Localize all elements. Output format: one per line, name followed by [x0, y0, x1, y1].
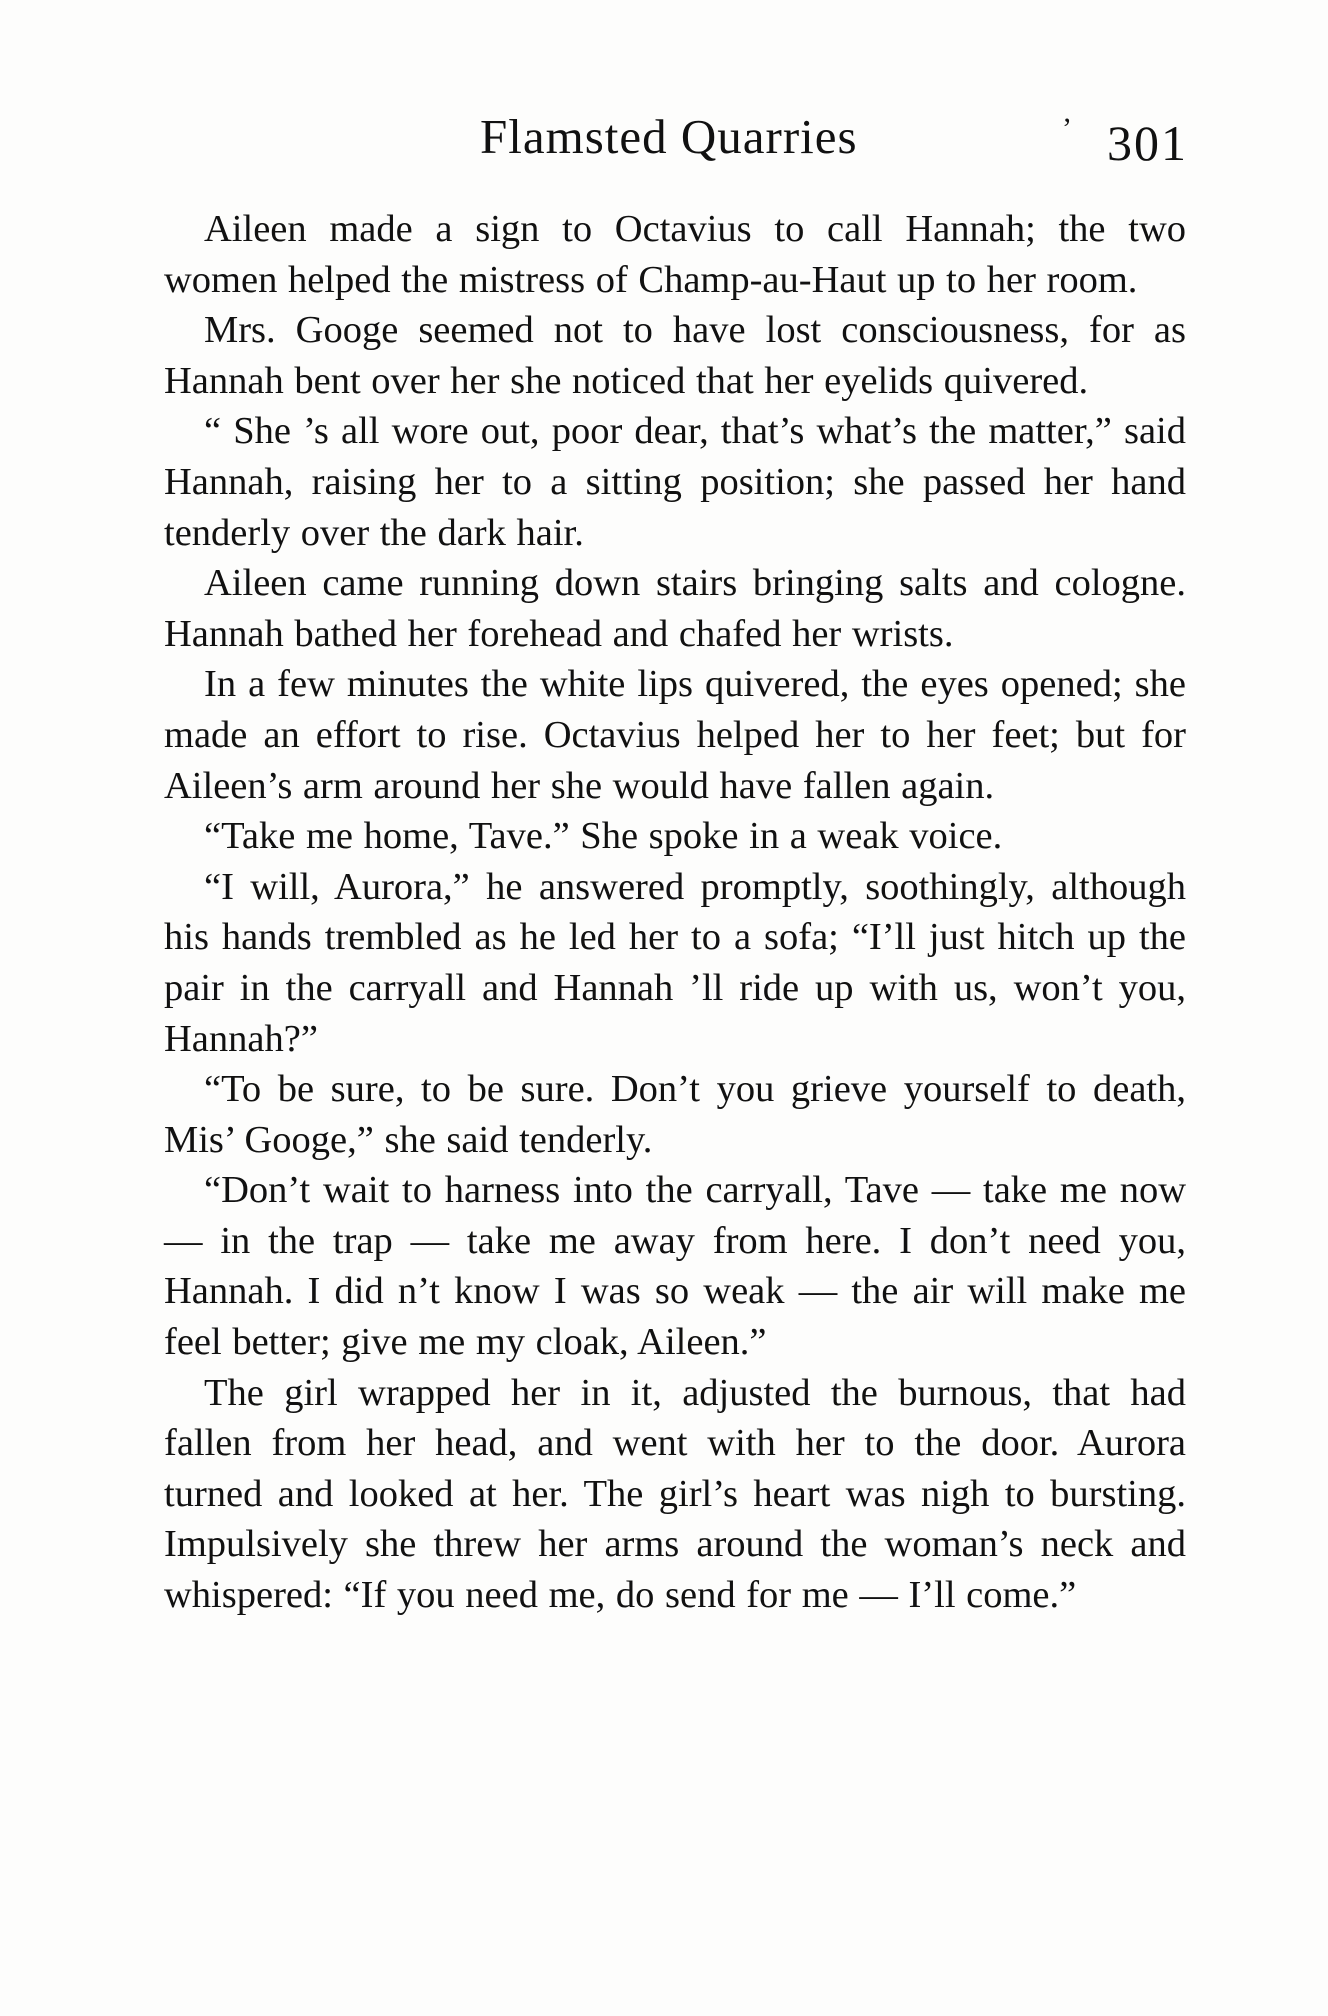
paragraph: “Don’t wait to harness into the carryall, Tave — take me now — in the trap — take me away from here. I don’t need you, Hannah. I did n’t know I was so weak — the air will make me feel better; give me my cloak, Aileen.”	[164, 1169, 1186, 1364]
paragraph: Aileen came running down stairs bringing salts and cologne. Hannah bathed her forehead and chafed her wrists.	[164, 562, 1186, 655]
paragraph: The girl wrapped her in it, adjusted the burnous, that had fallen from her head, and went with her to the door. Aurora turned and looked at her. The girl’s heart was nigh to bursting. Impulsively she threw her arms around the woman’s neck and whispered: “If you need me, do send for me — I’ll come.”	[164, 1371, 1186, 1617]
paragraph: “ She ’s all wore out, poor dear, that’s what’s the matter,” said Hannah, raising her to a sitting position; she passed her hand tenderly over the dark hair.	[164, 410, 1186, 554]
page-number: 301	[1107, 115, 1188, 171]
paragraph: Mrs. Googe seemed not to have lost consciousness, for as Hannah bent over her she noticed that her eyelids quivered.	[164, 309, 1186, 402]
stray-ink-mark: ’	[1062, 112, 1072, 145]
paragraph: “Take me home, Tave.” She spoke in a weak voice.	[204, 815, 1003, 858]
paragraph: Aileen made a sign to Octavius to call Hannah; the two women helped the mistress of Champ-au-Haut up to her room.	[164, 208, 1186, 301]
paragraph: “I will, Aurora,” he answered promptly, soothingly, although his hands trembled as he led her to a sofa; “I’ll just hitch up the pair in the carryall and Hannah ’ll ride up with us, won’t you, Hannah?”	[164, 865, 1186, 1060]
running-title: Flamsted Quarries	[480, 109, 858, 164]
paragraph: In a few minutes the white lips quivered, the eyes opened; she made an effort to rise. Octavius helped her to her feet; but for Aileen’s arm around her she would have fallen again.	[164, 663, 1186, 807]
page-header	[162, 108, 1188, 171]
page-body	[164, 204, 1186, 1621]
paragraph: “To be sure, to be sure. Don’t you grieve yourself to death, Mis’ Googe,” she said tenderly.	[164, 1068, 1186, 1161]
